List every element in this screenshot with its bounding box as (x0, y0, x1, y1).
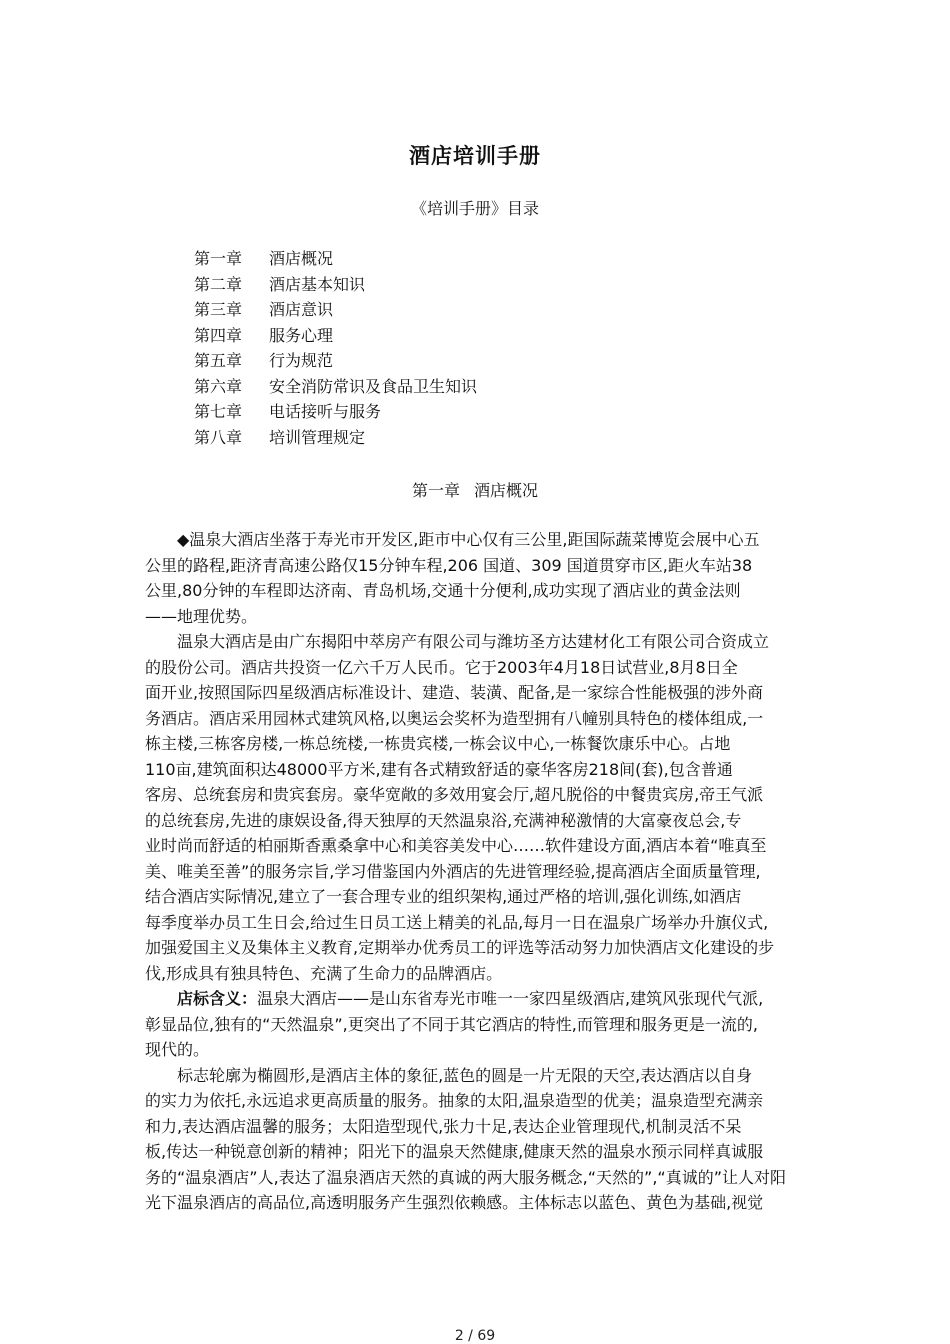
toc-chapter-number: 第七章 (194, 402, 243, 421)
page-number: 2 / 69 (454, 1328, 496, 1344)
paragraph-line: 业时尚而舒适的柏丽斯香熏桑拿中心和美容美发中心……软件建设方面,酒店本着“唯真至 (145, 836, 767, 855)
toc-chapter-number: 第五章 (194, 351, 243, 370)
paragraph-line: 务的“温泉酒店”人,表达了温泉酒店天然的真诚的两大服务概念,“天然的”,“真诚的”让人对阳 (145, 1167, 786, 1187)
paragraph-line: 标志轮廓为椭圆形,是酒店主体的象征,蓝色的圆是一片无限的天空,表达酒店以自身 (177, 1065, 753, 1085)
toc-chapter-title: 安全消防常识及食品卫生知识 (269, 376, 478, 396)
paragraph-text: 温泉大酒店——是山东省寿光市唯一一家四星级酒店,建筑风张现代气派, (257, 989, 764, 1008)
toc-chapter-number: 第六章 (194, 376, 243, 396)
logo-meaning-label: 店标含义： (177, 989, 258, 1008)
toc-chapter-title: 培训管理规定 (269, 427, 366, 447)
paragraph-line: 的股份公司。酒店共投资一亿六千万人民币。它于2003年4月18日试营业,8月8日全 (145, 657, 738, 677)
toc-item (194, 399, 477, 425)
paragraph-line: 务酒店。酒店采用园林式建筑风格,以奥运会奖杯为造型拥有八幢别具特色的楼体组成,一 (145, 708, 764, 728)
paragraph-line: 板,传达一种锐意创新的精神；阳光下的温泉天然健康,健康天然的温泉水预示同样真诚服 (145, 1142, 764, 1161)
paragraph-line: 和力,表达酒店温馨的服务；太阳造型现代,张力十足,表达企业管理现代,机制灵活不呆 (145, 1116, 742, 1136)
paragraph-line: 彰显品位,独有的“天然温泉”,更突出了不同于其它酒店的特性,而管理和服务更是一流的, (145, 1014, 758, 1034)
toc-chapter-number: 第八章 (194, 427, 243, 447)
paragraph-line: 每季度举办员工生日会,给过生日员工送上精美的礼品,每月一日在温泉广场举办升旗仪式, (145, 912, 769, 932)
toc-item (194, 425, 477, 451)
paragraph-line: 面开业,按照国际四星级酒店标准设计、建造、装潢、配备,是一家综合性能极强的涉外商 (145, 683, 764, 702)
toc-chapter-number: 第三章 (194, 300, 243, 319)
toc-item (194, 246, 477, 272)
chapter-number: 第一章 (411, 481, 460, 500)
toc-chapter-title: 酒店概况 (269, 249, 334, 268)
toc-chapter-number: 第二章 (194, 274, 243, 294)
paragraph-line: 结合酒店实际情况,建立了一套合理专业的组织架构,通过严格的培训,强化训练,如酒店 (145, 887, 742, 906)
toc-chapter-title: 酒店基本知识 (269, 274, 366, 294)
toc-chapter-number: 第四章 (194, 325, 243, 345)
chapter-body (145, 527, 810, 1216)
paragraph-line: 的总统套房,先进的康娱设备,得天独厚的天然温泉浴,充满神秘激情的大富豪夜总会,专 (145, 810, 742, 830)
paragraph-line: 美、唯美至善”的服务宗旨,学习借鉴国内外酒店的先进管理经验,提高酒店全面质量管理, (145, 861, 761, 881)
toc-chapter-title: 行为规范 (269, 351, 334, 370)
paragraph-line: 伐,形成具有独具特色、充满了生命力的品牌酒店。 (145, 963, 503, 983)
paragraph-line: 110亩,建筑面积达48000平方米,建有各式精致舒适的豪华客房218间(套),包含普通 (145, 759, 733, 779)
toc-item (194, 374, 477, 400)
toc-chapter-number: 第一章 (194, 249, 243, 268)
paragraph-line: 加强爱国主义及集体主义教育,定期举办优秀员工的评选等活动努力加快酒店文化建设的步 (145, 938, 775, 957)
paragraph-line (145, 986, 810, 1012)
toc-chapter-title: 酒店意识 (269, 300, 334, 319)
paragraph-line: 公里的路程,距济青高速公路仅15分钟车程,206 国道、309 国道贯穿市区,距火车站38 (145, 555, 753, 575)
toc-chapter-title: 电话接听与服务 (269, 402, 382, 421)
toc-item (194, 348, 477, 374)
paragraph-line: 栋主楼,三栋客房楼,一栋总统楼,一栋贵宾楼,一栋会议中心,一栋餐饮康乐中心。占地 (145, 734, 731, 753)
paragraph-line: 现代的。 (145, 1040, 210, 1059)
toc-heading: 《培训手册》目录 (410, 199, 539, 218)
paragraph-line: ◆温泉大酒店坐落于寿光市开发区,距市中心仅有三公里,距国际蔬菜博览会展中心五 (177, 530, 760, 549)
toc-chapter-title: 服务心理 (269, 325, 334, 345)
chapter-title: 酒店概况 (474, 481, 539, 500)
table-of-contents (194, 246, 477, 450)
paragraph-line: 温泉大酒店是由广东揭阳中萃房产有限公司与潍坊圣方达建材化工有限公司合资成立 (177, 632, 770, 651)
paragraph-line: ——地理优势。 (145, 606, 258, 626)
toc-item (194, 297, 477, 323)
toc-item (194, 272, 477, 298)
paragraph-line: 的实力为依托,永远追求更高质量的服务。抽象的太阳,温泉造型的优美；温泉造型充满亲 (145, 1091, 764, 1110)
chapter-heading (0, 478, 950, 501)
paragraph-line: 光下温泉酒店的高品位,高透明服务产生强烈依赖感。主体标志以蓝色、黄色为基础,视觉 (145, 1193, 764, 1212)
toc-item (194, 323, 477, 349)
paragraph-line: 客房、总统套房和贵宾套房。豪华宽敞的多效用宴会厅,超凡脱俗的中餐贵宾房,帝王气派 (145, 785, 764, 804)
document-title: 酒店培训手册 (409, 144, 541, 168)
paragraph-line: 公里,80分钟的车程即达济南、青岛机场,交通十分便利,成功实现了酒店业的黄金法则 (145, 581, 741, 600)
